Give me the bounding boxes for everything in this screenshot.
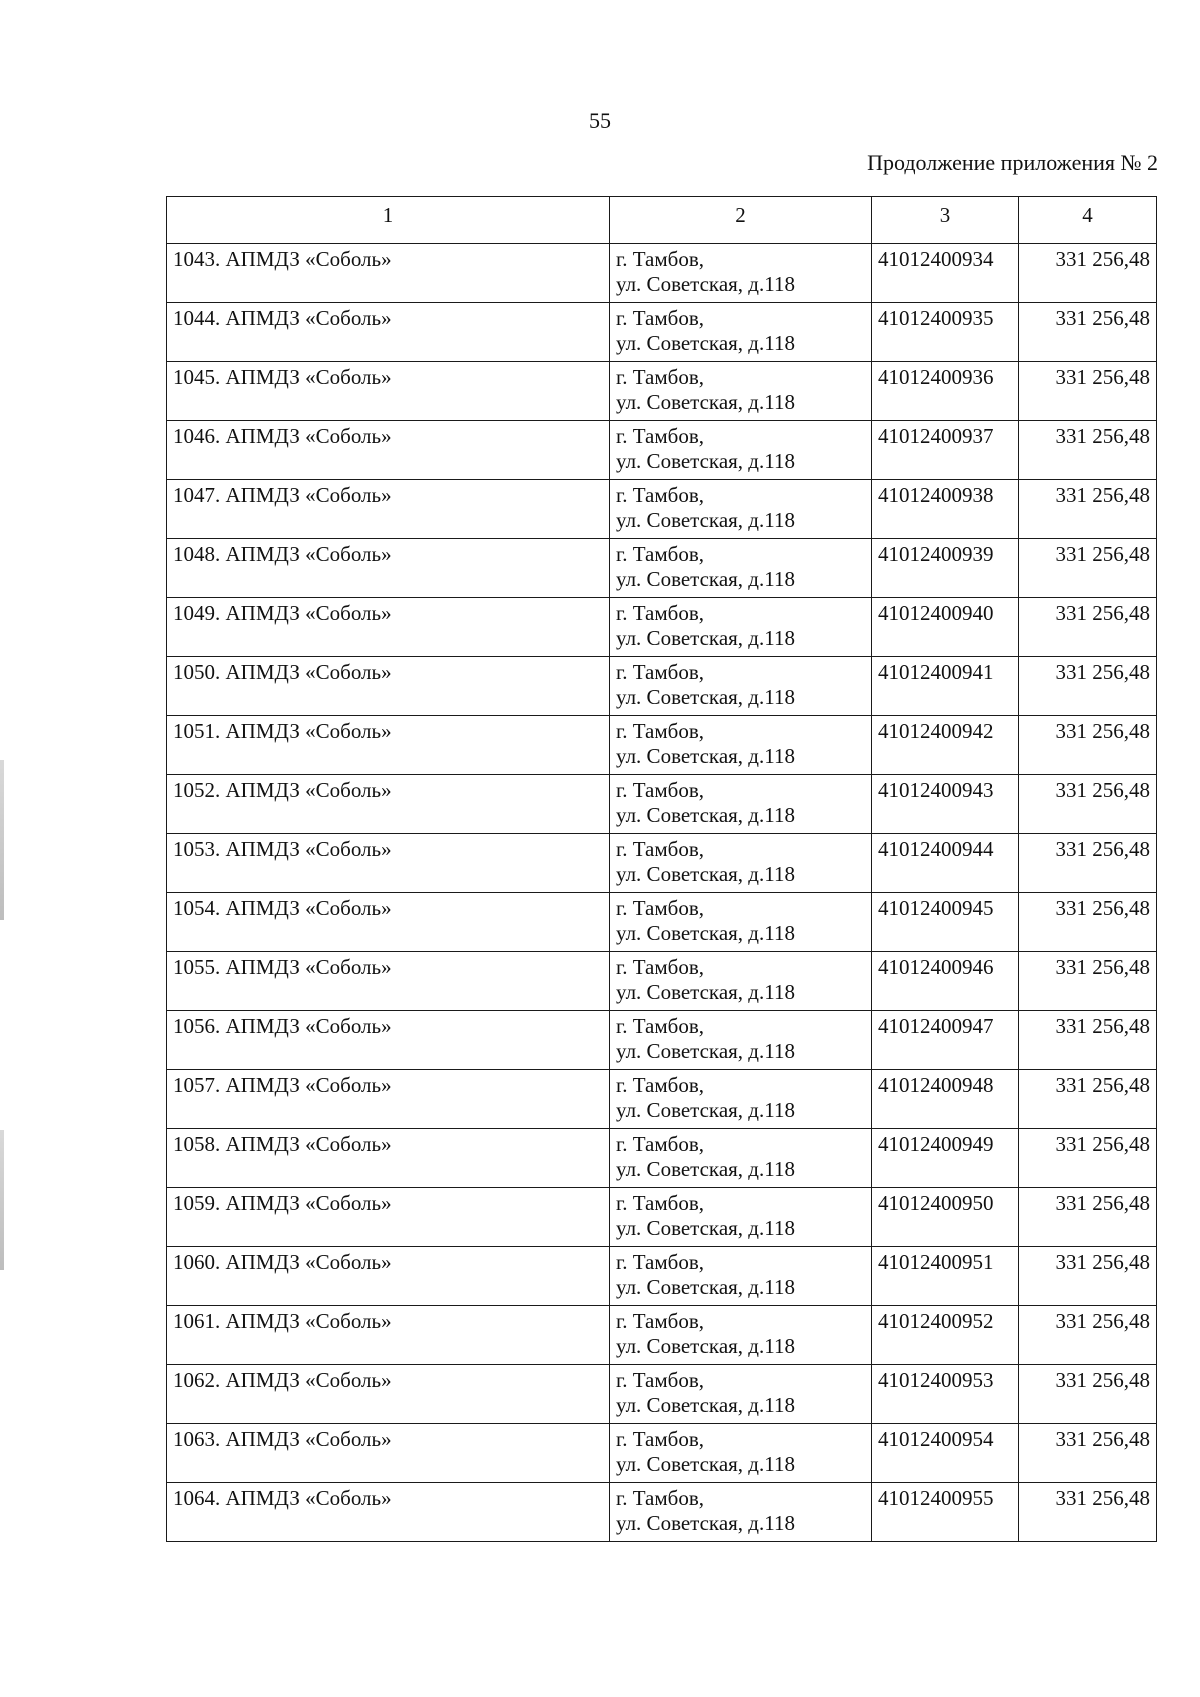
address-street: ул. Советская, д.118: [616, 1393, 795, 1417]
item-name: 1059. АПМДЗ «Соболь»: [167, 1188, 610, 1247]
item-name: 1048. АПМДЗ «Соболь»: [167, 539, 610, 598]
page-number: 55: [589, 108, 611, 133]
item-address: [610, 421, 872, 480]
address-city: г. Тамбов,: [616, 837, 705, 861]
address-city: г. Тамбов,: [616, 483, 705, 507]
address-city: г. Тамбов,: [616, 365, 705, 389]
item-name: 1043. АПМДЗ «Соболь»: [167, 244, 610, 303]
column-header-4: 4: [1019, 197, 1157, 244]
item-amount: 331 256,48: [1019, 1129, 1157, 1188]
address-street: ул. Советская, д.118: [616, 1098, 795, 1122]
address-street: ул. Советская, д.118: [616, 567, 795, 591]
item-address: [610, 598, 872, 657]
address-city: г. Тамбов,: [616, 1132, 705, 1156]
table-row: [167, 480, 1157, 539]
address-city: г. Тамбов,: [616, 306, 705, 330]
inventory-number: 41012400952: [872, 1306, 1019, 1365]
item-amount: 331 256,48: [1019, 421, 1157, 480]
item-amount: 331 256,48: [1019, 1483, 1157, 1542]
item-amount: 331 256,48: [1019, 1247, 1157, 1306]
address-street: ул. Советская, д.118: [616, 1039, 795, 1063]
item-name: 1060. АПМДЗ «Соболь»: [167, 1247, 610, 1306]
item-address: [610, 1306, 872, 1365]
inventory-number: 41012400935: [872, 303, 1019, 362]
address-street: ул. Советская, д.118: [616, 390, 795, 414]
item-address: [610, 834, 872, 893]
item-address: [610, 1070, 872, 1129]
item-amount: 331 256,48: [1019, 539, 1157, 598]
address-street: ул. Советская, д.118: [616, 980, 795, 1004]
item-amount: 331 256,48: [1019, 244, 1157, 303]
table-row: [167, 1129, 1157, 1188]
address-city: г. Тамбов,: [616, 660, 705, 684]
scan-edge-mark: [0, 1130, 4, 1270]
address-city: г. Тамбов,: [616, 1368, 705, 1392]
address-street: ул. Советская, д.118: [616, 744, 795, 768]
table-row: [167, 716, 1157, 775]
address-city: г. Тамбов,: [616, 542, 705, 566]
item-name: 1046. АПМДЗ «Соболь»: [167, 421, 610, 480]
item-amount: 331 256,48: [1019, 1424, 1157, 1483]
item-amount: 331 256,48: [1019, 775, 1157, 834]
table-row: [167, 1070, 1157, 1129]
item-name: 1049. АПМДЗ «Соболь»: [167, 598, 610, 657]
item-amount: 331 256,48: [1019, 952, 1157, 1011]
item-amount: 331 256,48: [1019, 1011, 1157, 1070]
item-address: [610, 539, 872, 598]
table-row: [167, 421, 1157, 480]
table-header: [167, 197, 1157, 244]
column-header-2: 2: [610, 197, 872, 244]
appendix-continuation-title: Продолжение приложения № 2: [867, 150, 1158, 175]
address-city: г. Тамбов,: [616, 1250, 705, 1274]
item-amount: 331 256,48: [1019, 716, 1157, 775]
scan-edge-mark: [0, 760, 4, 920]
table-row: [167, 1011, 1157, 1070]
item-address: [610, 1129, 872, 1188]
item-name: 1045. АПМДЗ «Соболь»: [167, 362, 610, 421]
item-address: [610, 1188, 872, 1247]
item-address: [610, 1011, 872, 1070]
item-address: [610, 775, 872, 834]
address-city: г. Тамбов,: [616, 719, 705, 743]
address-street: ул. Советская, д.118: [616, 508, 795, 532]
address-street: ул. Советская, д.118: [616, 1275, 795, 1299]
inventory-number: 41012400948: [872, 1070, 1019, 1129]
item-name: 1058. АПМДЗ «Соболь»: [167, 1129, 610, 1188]
address-street: ул. Советская, д.118: [616, 1216, 795, 1240]
item-address: [610, 893, 872, 952]
address-city: г. Тамбов,: [616, 1427, 705, 1451]
item-amount: 331 256,48: [1019, 1306, 1157, 1365]
address-city: г. Тамбов,: [616, 1191, 705, 1215]
inventory-number: 41012400938: [872, 480, 1019, 539]
address-street: ул. Советская, д.118: [616, 1157, 795, 1181]
address-street: ул. Советская, д.118: [616, 685, 795, 709]
address-street: ул. Советская, д.118: [616, 272, 795, 296]
item-amount: 331 256,48: [1019, 1188, 1157, 1247]
property-table: [166, 196, 1157, 1542]
inventory-number: 41012400951: [872, 1247, 1019, 1306]
item-name: 1057. АПМДЗ «Соболь»: [167, 1070, 610, 1129]
table-row: [167, 834, 1157, 893]
address-city: г. Тамбов,: [616, 1486, 705, 1510]
item-address: [610, 657, 872, 716]
inventory-number: 41012400944: [872, 834, 1019, 893]
item-amount: 331 256,48: [1019, 480, 1157, 539]
address-street: ул. Советская, д.118: [616, 331, 795, 355]
table-row: [167, 598, 1157, 657]
item-amount: 331 256,48: [1019, 303, 1157, 362]
item-address: [610, 480, 872, 539]
item-amount: 331 256,48: [1019, 893, 1157, 952]
table-row: [167, 362, 1157, 421]
item-address: [610, 1424, 872, 1483]
table-row: [167, 1424, 1157, 1483]
item-name: 1055. АПМДЗ «Соболь»: [167, 952, 610, 1011]
item-amount: 331 256,48: [1019, 362, 1157, 421]
inventory-number: 41012400939: [872, 539, 1019, 598]
item-name: 1062. АПМДЗ «Соболь»: [167, 1365, 610, 1424]
item-name: 1047. АПМДЗ «Соболь»: [167, 480, 610, 539]
inventory-number: 41012400936: [872, 362, 1019, 421]
item-name: 1044. АПМДЗ «Соболь»: [167, 303, 610, 362]
address-city: г. Тамбов,: [616, 896, 705, 920]
item-name: 1061. АПМДЗ «Соболь»: [167, 1306, 610, 1365]
inventory-number: 41012400950: [872, 1188, 1019, 1247]
item-address: [610, 362, 872, 421]
inventory-number: 41012400954: [872, 1424, 1019, 1483]
address-city: г. Тамбов,: [616, 1309, 705, 1333]
address-street: ул. Советская, д.118: [616, 803, 795, 827]
item-name: 1050. АПМДЗ «Соболь»: [167, 657, 610, 716]
item-name: 1051. АПМДЗ «Соболь»: [167, 716, 610, 775]
address-street: ул. Советская, д.118: [616, 449, 795, 473]
address-city: г. Тамбов,: [616, 778, 705, 802]
item-amount: 331 256,48: [1019, 834, 1157, 893]
inventory-number: 41012400940: [872, 598, 1019, 657]
inventory-number: 41012400955: [872, 1483, 1019, 1542]
address-city: г. Тамбов,: [616, 955, 705, 979]
address-city: г. Тамбов,: [616, 601, 705, 625]
item-amount: 331 256,48: [1019, 1070, 1157, 1129]
address-street: ул. Советская, д.118: [616, 921, 795, 945]
address-city: г. Тамбов,: [616, 247, 705, 271]
inventory-number: 41012400941: [872, 657, 1019, 716]
table-row: [167, 657, 1157, 716]
inventory-number: 41012400943: [872, 775, 1019, 834]
inventory-number: 41012400953: [872, 1365, 1019, 1424]
table-row: [167, 1188, 1157, 1247]
table-row: [167, 1306, 1157, 1365]
inventory-number: 41012400942: [872, 716, 1019, 775]
item-address: [610, 716, 872, 775]
item-address: [610, 1365, 872, 1424]
item-address: [610, 952, 872, 1011]
address-street: ул. Советская, д.118: [616, 862, 795, 886]
inventory-number: 41012400934: [872, 244, 1019, 303]
item-amount: 331 256,48: [1019, 1365, 1157, 1424]
column-header-1: 1: [167, 197, 610, 244]
table-row: [167, 1365, 1157, 1424]
item-address: [610, 1483, 872, 1542]
inventory-number: 41012400945: [872, 893, 1019, 952]
table-row: [167, 244, 1157, 303]
table-row: [167, 952, 1157, 1011]
address-street: ул. Советская, д.118: [616, 1334, 795, 1358]
inventory-number: 41012400947: [872, 1011, 1019, 1070]
item-address: [610, 1247, 872, 1306]
table-body: [167, 244, 1157, 1542]
item-name: 1064. АПМДЗ «Соболь»: [167, 1483, 610, 1542]
address-city: г. Тамбов,: [616, 424, 705, 448]
item-address: [610, 244, 872, 303]
address-street: ул. Советская, д.118: [616, 626, 795, 650]
item-name: 1054. АПМДЗ «Соболь»: [167, 893, 610, 952]
item-address: [610, 303, 872, 362]
address-city: г. Тамбов,: [616, 1073, 705, 1097]
item-amount: 331 256,48: [1019, 598, 1157, 657]
item-name: 1053. АПМДЗ «Соболь»: [167, 834, 610, 893]
table-row: [167, 1483, 1157, 1542]
table-row: [167, 303, 1157, 362]
address-street: ул. Советская, д.118: [616, 1452, 795, 1476]
table-row: [167, 1247, 1157, 1306]
item-name: 1063. АПМДЗ «Соболь»: [167, 1424, 610, 1483]
table-row: [167, 893, 1157, 952]
inventory-number: 41012400937: [872, 421, 1019, 480]
inventory-number: 41012400949: [872, 1129, 1019, 1188]
item-name: 1056. АПМДЗ «Соболь»: [167, 1011, 610, 1070]
item-amount: 331 256,48: [1019, 657, 1157, 716]
address-city: г. Тамбов,: [616, 1014, 705, 1038]
item-name: 1052. АПМДЗ «Соболь»: [167, 775, 610, 834]
column-header-3: 3: [872, 197, 1019, 244]
table-row: [167, 539, 1157, 598]
header-row: [167, 197, 1157, 244]
table-row: [167, 775, 1157, 834]
inventory-number: 41012400946: [872, 952, 1019, 1011]
address-street: ул. Советская, д.118: [616, 1511, 795, 1535]
